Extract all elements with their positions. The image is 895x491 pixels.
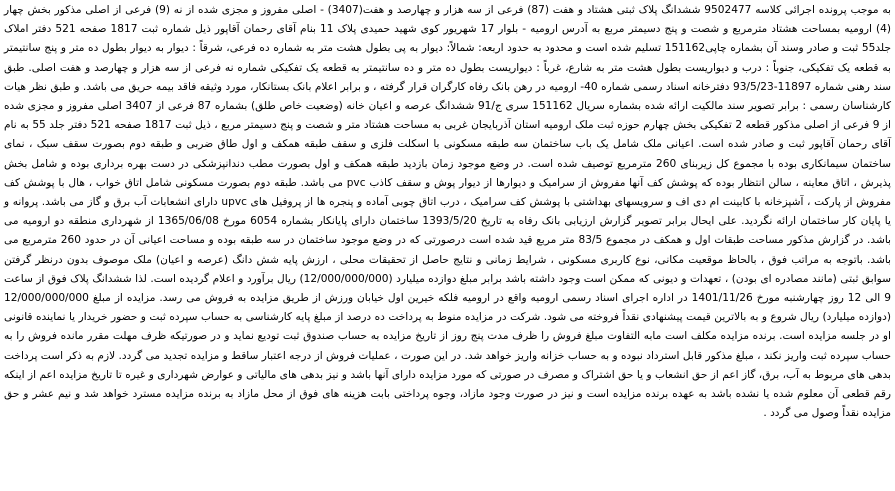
- auction-notice-text: به موجب پرونده اجرائی کلاسه 9502477 ششدانگ پلاک ثبتی هشتاد و هفت (87) فرعی از سه هزار و چهارصد و هفت(3407) - اصلی مفروز و مجزی شده از نه (9) فرعی از اصلی مذکور بخش چهار (4) ارومیه بمساحت هشتاد مترمربع و شصت و پنج دسیمتر مربع به آدرس ارومیه - بلوار 17 شهریور کوی شهید حمیدی پلاک 11 بنام آقای رحمان آقاپور ذیل شماره ثبت 1817 صفحه 521 دفتر املاک جلد55 ثبت و صادر وسند آن بشماره چاپی151162 تسلیم شده است و محدود به حدود اربعه: شمالاً: دیوار به پی بطول هشت متر به شماره ده فرعی، شرقاً : دیوار به دیوار بطول ده متر و پنج سانتیمتر به قطعه یک تفکیکی، جنوباً : درب و دیواریست بطول هشت متر به شارع، غرباً : دیواریست بطول ده متر و ده سانتیمتر به قطعه یک تفکیکی شماره نه فرعی از سه هزار و چهارصد و هفت اصلی. طبق سند رهنی شماره 11897-93/5/23 دفترخانه اسناد رسمی شماره 40- ارومیه در رهن بانک رفاه کارگران قرار گرفته ، و برابر اعلام بانک بستانکار، مورد وثیقه فاقد بیمه حریق می باشد. و طبق نظر هیات کارشناسان رسمی : برابر تصویر سند مالکیت ارائه شده بشماره سریال 151162 سری ج/91 ششدانگ عرصه و اعیان خانه (وضعیت خاص طلق) بشماره 87 فرعی از 3407 اصلی مفروز و مجزی شده از 9 فرعی از اصلی مذکور قطعه 2 تفکیکی بخش چهارم حوزه ثبت ملک ارومیه استان آذربایجان غربی به مساحت هشتاد متر و شصت و پنج دسیمتر مربع ، ذیل ثبت 1817 صفحه 521 دفتر جلد 55 به نام آقای رحمان آقاپور ثبت و صادر شده است. اعیانی ملک شامل یک باب ساختمان سه طبقه مسکونی با اسکلت فلزی و سقف طبقه همکف و اول طاق ضربی و طبقه دوم بصورت سقف سبک ، نمای ساختمان سیمانکاری بوده با مجموع کل زیربنای 260 مترمربع توصیف شده است. در وضع موجود زمان بازدید طبقه همکف و اول بصورت مطب دندانپزشکی در دست بهره برداری بوده و شامل بخش پذیرش ، اتاق معاینه ، سالن انتظار بوده که پوشش کف آنها مفروش از سرامیک و دیوارها از دیوار پوش و سقف کاذب pvc می باشد. طبقه دوم بصورت مسکونی شامل اتاق خواب ، هال با پوشش کف مفروش از پارکت ، آشپزخانه با کابینت ام دی اف و سرویسهای بهداشتی با پوشش کف سرامیک ، درب اتاق چوبی آماده و پنجره ها از پروفیل های upvc دارای انشعابات آب برق و گاز می باشد. پروانه و یا پایان کار ساختمان ارائه نگردید. علی ایحال برابر تصویر گزارش ارزیابی بانک رفاه به تاریخ 1393/5/20 ساختمان دارای پایانکار بشماره 6054 مورخ 1365/06/08 از شهرداری منطقه دو ارومیه می باشد. در گزارش مذکور مساحت طبقات اول و همکف در مجموع 83/5 متر مربع قید شده است درصورتی که در وضع موجود ساختمان در سه طبقه بوده و مساحت اعیانی آن در حدود 260 مترمربع می باشد. باتوجه به مراتب فوق ، بالحاظ موقعیت مکانی، نوع کاربری مسکونی ، شرایط زمانی و نتایج حاصل از تحقیقات محلی ، ارزش پایه شش دانگ (عرصه و اعیان) ملک موصوف بدون درنظر گرفتن سوابق ثبتی (مانند مصادره ای بودن) ، تعهدات و دیونی که ممکن است وجود داشته باشد برابر مبلغ دوازده میلیارد (12/000/000/000) ریال برآورد و اعلام گردیده است. لذا ششدانگ پلاک فوق از ساعت 9 الی 12 روز چهارشنبه مورخ 1401/11/26 در اداره اجرای اسناد رسمی ارومیه واقع در ارومیه فلکه خیرین اول خیابان ورزش از طریق مزایده به فروش می رسد. مزایده از مبلغ 12/000/000/000 (دوازده میلیارد) ریال شروع و به بالاترین قیمت پیشنهادی نقداً فروخته می شود. شرکت در مزایده منوط به پرداخت ده درصد از مبلغ پایه کارشناسی به حساب سپرده ثبت و حضور خریدار یا نماینده قانونی او در جلسه مزایده است. برنده مزایده مکلف است مابه التفاوت مبلغ فروش را ظرف مدت پنج روز از تاریخ مزایده به حساب صندوق ثبت تودیع نماید و در صورتیکه ظرف مهلت مقرر مانده فروش را به حساب سپرده ثبت واریز نکند ، مبلغ مذکور قابل استرداد نبوده و به حساب خزانه واریز خواهد شد. در این صورت ، عملیات فروش از درجه اعتبار ساقط و مزایده تجدید می گردد. لازم به ذکر است پرداخت بدهی های مربوط به آب، برق، گاز اعم از حق انشعاب و یا حق اشتراک و مصرف در صورتی که مورد مزایده دارای آنها باشد و نیز بدهی های مالیاتی و عوارض شهرداری و غیره تا تاریخ مزایده اعم از اینکه رقم قطعی آن معلوم شده یا نشده باشد به عهده برنده مزایده است و نیز در صورت وجود مازاد، وجوه پرداختی بابت هزینه های فوق از محل مازاد به برنده مزایده مسترد خواهد شد و نیم عشر و حق مزایده نقداً وصول می گردد .: [4, 4, 891, 420]
